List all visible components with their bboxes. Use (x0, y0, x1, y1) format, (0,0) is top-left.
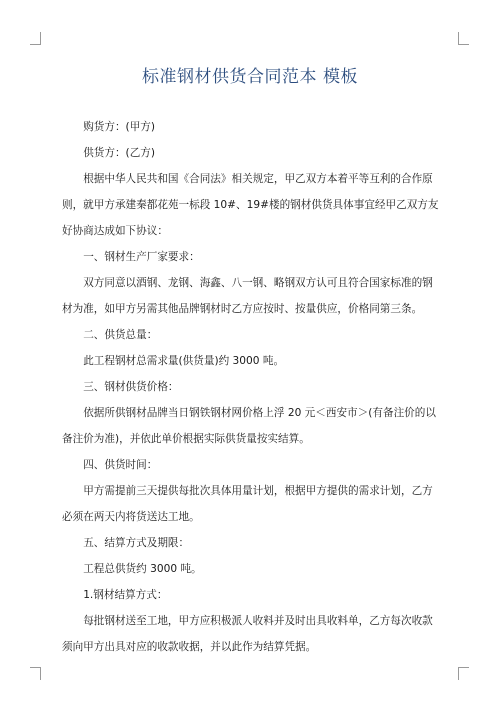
section-heading-quantity: 二、供货总量： (83, 329, 158, 341)
section-heading-settlement: 五、结算方式及期限： (83, 537, 190, 549)
corner-mark-top-right (458, 32, 469, 45)
price-paragraph: 依据所供钢材品牌当日钢铁钢材网价格上浮 20 元＜西安市＞(有备注价的以备注价为准)，并依此单价根据实际供货量按实结算。 (62, 407, 436, 445)
section-heading-price: 三、钢材供货价格： (83, 381, 179, 393)
supplier-line: 供货方：(乙方) (83, 147, 156, 159)
section-heading-manufacturer: 一、钢材生产厂家要求： (83, 251, 200, 263)
preamble-paragraph: 根据中华人民共和国《合同法》相关规定，甲乙双方本着平等互利的合作原则，就甲方承建秦都花苑一标段 10#、19#楼的钢材供货具体事宜经甲乙双方友好协商达成如下协议： (62, 173, 439, 237)
subsection-heading-settlement-method: 1.钢材结算方式： (83, 589, 168, 601)
corner-mark-bottom-left (30, 667, 41, 680)
manufacturer-paragraph: 双方同意以酒钢、龙钢、海鑫、八一钢、略钢双方认可且符合国家标准的钢材为准，如甲方另需其他品牌钢材时乙方应按时、按量供应，价格同第三条。 (62, 277, 433, 315)
document-title: 标准钢材供货合同范本 模板 (142, 67, 358, 87)
delivery-time-paragraph: 甲方需提前三天提供每批次具体用量计划，根据甲方提供的需求计划，乙方必须在两天内将货送达工地。 (62, 485, 433, 523)
settlement-method-paragraph: 每批钢材送至工地，甲方应积极派人收料并及时出具收料单，乙方每次收款须向甲方出具对应的收款收据，并以此作为结算凭据。 (62, 615, 433, 653)
settlement-total-paragraph: 工程总供货约 3000 吨。 (83, 563, 202, 575)
document-body (62, 114, 442, 660)
quantity-paragraph: 此工程钢材总需求量(供货量)约 3000 吨。 (83, 355, 285, 367)
section-heading-delivery-time: 四、供货时间： (83, 459, 158, 471)
corner-mark-bottom-right (458, 667, 469, 680)
buyer-line: 购货方：(甲方) (83, 121, 156, 133)
corner-mark-top-left (30, 32, 41, 45)
